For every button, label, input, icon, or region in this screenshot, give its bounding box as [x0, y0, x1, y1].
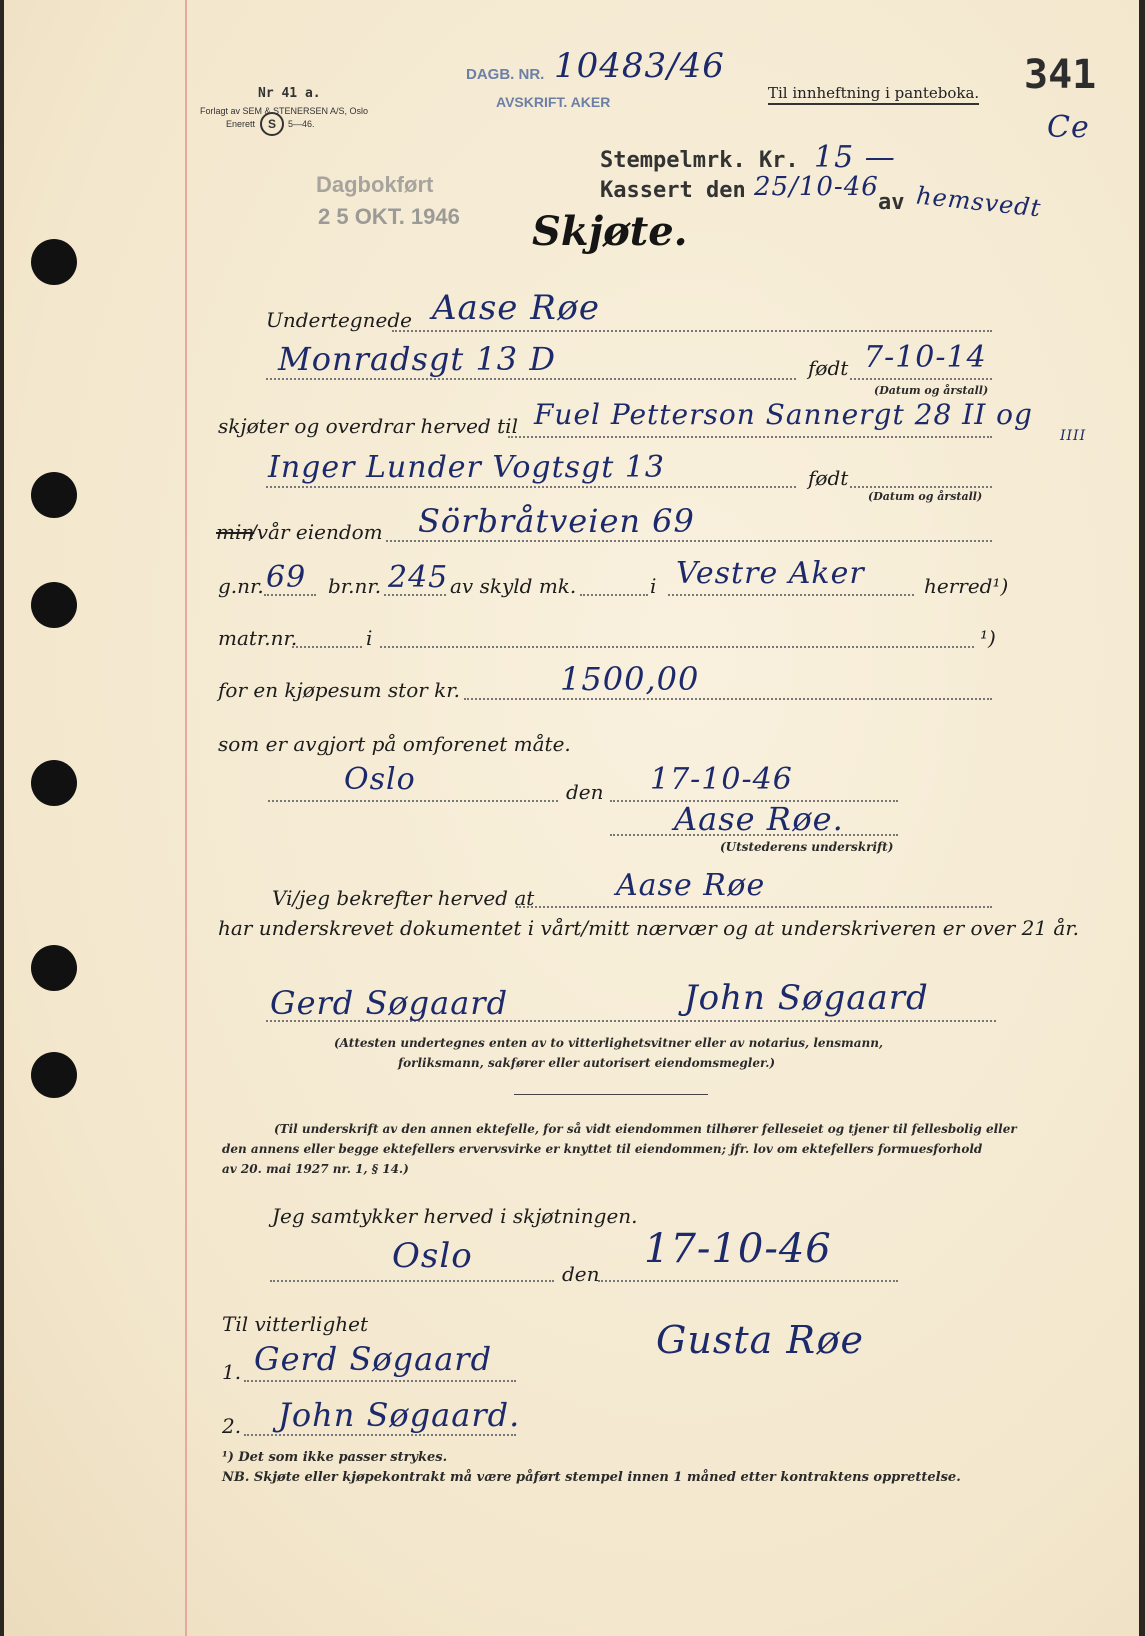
- undertegnede-label: Undertegnede: [266, 308, 412, 332]
- witness-number-1: 1.: [222, 1360, 242, 1384]
- kassert-signature: hemsvedt: [914, 181, 1043, 223]
- attest-statement: har underskrevet dokumentet i vårt/mitt nærvær og at underskriveren er over 21 år.: [218, 916, 1080, 940]
- spouse-witness-2: John Søgaard.: [278, 1396, 521, 1434]
- dotted-line: [508, 436, 992, 438]
- binding-note: Til innheftning i panteboka.: [768, 84, 979, 105]
- dotted-line: [850, 378, 992, 380]
- buyer-tail: IIII: [1060, 428, 1087, 444]
- dotted-line: [380, 646, 974, 648]
- dotted-line: [668, 594, 914, 596]
- stamp-dagbokfort: Dagbokført: [316, 172, 434, 197]
- publisher-rights: Enerett: [226, 119, 256, 129]
- dotted-line: [270, 1280, 554, 1282]
- eiendom-struck: min: [216, 520, 255, 544]
- footnote-1: ¹) Det som ikke passer strykes.: [222, 1450, 448, 1465]
- dotted-line: [850, 486, 992, 488]
- vitterlighet-label: Til vitterlighet: [222, 1312, 369, 1336]
- buyer-name: Fuel Petterson Sannergt 28 II og: [534, 398, 1033, 431]
- buyer-second: Inger Lunder Vogtsgt 13: [268, 450, 666, 485]
- spouse-witness-1: Gerd Søgaard: [254, 1340, 493, 1378]
- matr-close: ¹): [980, 626, 996, 650]
- witness-1-signature: Gerd Søgaard: [270, 984, 509, 1022]
- witness-2-signature: John Søgaard: [684, 978, 929, 1018]
- den1-label: den: [566, 780, 604, 804]
- matr-label: matr.nr.: [218, 626, 298, 650]
- fodt-label: født: [808, 356, 849, 380]
- gnr-value: 69: [266, 560, 307, 595]
- date-1: 17-10-46: [650, 762, 793, 797]
- attest-note-1: (Attesten undertegnes enten av to vitterlighetsvitner eller av notarius, lensmann,: [334, 1036, 884, 1050]
- seller-address: Monradsgt 13 D: [278, 340, 556, 378]
- spouse-note-2: den annens eller begge ektefellers ervervsvirke er knyttet til eiendommen; jfr. lov om ektefellers formuesforhold: [222, 1142, 983, 1156]
- publisher-date: 5—46.: [288, 119, 315, 129]
- dotted-line: [392, 330, 992, 332]
- punch-hole: [31, 472, 77, 518]
- publisher-logo: S: [260, 112, 284, 136]
- dotted-line: [580, 594, 648, 596]
- dotted-line: [292, 646, 362, 648]
- dotted-line: [244, 1434, 516, 1436]
- bekrefter-value: Aase Røe: [616, 868, 766, 903]
- dotted-line: [266, 486, 796, 488]
- seller-birthdate: 7-10-14: [864, 340, 987, 375]
- attest-note-2: forliksmann, sakfører eller autorisert eiendomsmegler.): [398, 1056, 776, 1070]
- spouse-note-3: av 20. mai 1927 nr. 1, § 14.): [222, 1162, 409, 1176]
- dagb-value: 10483/46: [554, 46, 725, 86]
- punch-hole: [31, 582, 77, 628]
- datum-note-2: (Datum og årstall): [868, 490, 983, 503]
- publisher-line: Forlagt av SEM & STENERSEN A/S, Oslo: [200, 106, 369, 116]
- footnote-2: NB. Skjøte eller kjøpekontrakt må være påført stempel innen 1 måned etter kontraktens opprettelse.: [222, 1470, 961, 1485]
- avgjort-text: som er avgjort på omforenet måte.: [218, 732, 571, 756]
- bekrefter-label: Vi/jeg bekrefter herved at: [272, 886, 535, 910]
- document-page: [4, 0, 1139, 1636]
- form-number: Nr 41 a.: [258, 86, 321, 101]
- property-name: Sörbråtveien 69: [418, 502, 695, 540]
- stamp-date: 2 5 OKT. 1946: [318, 204, 460, 229]
- datum-note: (Datum og årstall): [874, 384, 989, 397]
- witness-number-2: 2.: [222, 1414, 242, 1438]
- dotted-line: [598, 1280, 898, 1282]
- stamp-duty-label: Stempelmrk. Kr.: [600, 148, 799, 173]
- document-title: Skjøte.: [532, 208, 688, 255]
- seller-signature: Aase Røe.: [674, 800, 844, 838]
- brnr-value: 245: [388, 560, 449, 595]
- separator: [514, 1094, 708, 1095]
- utsteder-note: (Utstederens underskrift): [720, 840, 894, 854]
- matr-i: i: [366, 626, 373, 650]
- skjoter-label: skjøter og overdrar herved til: [218, 414, 518, 438]
- kjopesum-value: 1500,00: [560, 660, 700, 698]
- gnr-label: g.nr.: [218, 574, 264, 598]
- seller-name: Aase Røe: [432, 288, 601, 328]
- punch-hole: [31, 1052, 77, 1098]
- skyld-label: av skyld mk.: [450, 574, 577, 598]
- place-2: Oslo: [392, 1236, 473, 1276]
- punch-hole: [31, 239, 77, 285]
- place-1: Oslo: [344, 762, 416, 797]
- dotted-line: [266, 378, 796, 380]
- spouse-signature: Gusta Røe: [656, 1318, 865, 1362]
- date-2: 17-10-46: [644, 1226, 832, 1272]
- dotted-line: [244, 1380, 516, 1382]
- dotted-line: [386, 540, 992, 542]
- margin-line: [185, 0, 187, 1636]
- punch-hole: [31, 760, 77, 806]
- kassert-label: Kassert den: [600, 178, 746, 203]
- brnr-label: br.nr.: [328, 574, 382, 598]
- herred-label: herred¹): [924, 574, 1009, 598]
- fodt2-label: født: [808, 466, 849, 490]
- dagb-label: DAGB. NR.: [466, 66, 545, 83]
- kassert-date: 25/10-46: [754, 172, 879, 202]
- dotted-line: [268, 800, 558, 802]
- avskrift-stamp: AVSKRIFT. AKER: [496, 94, 611, 110]
- kassert-av: av: [878, 190, 905, 215]
- stamp-duty-value: 15 —: [814, 140, 896, 175]
- dotted-line: [464, 698, 992, 700]
- corner-initial: Ce: [1047, 110, 1090, 145]
- den2-label: den: [562, 1262, 600, 1286]
- consent-text: Jeg samtykker herved i skjøtningen.: [272, 1204, 638, 1228]
- kjopesum-label: for en kjøpesum stor kr.: [218, 678, 461, 702]
- dotted-line: [516, 906, 992, 908]
- herred-value: Vestre Aker: [676, 556, 865, 591]
- punch-hole: [31, 945, 77, 991]
- i-label: i: [650, 574, 657, 598]
- page-number: 341: [1024, 52, 1097, 98]
- eiendom-label: /vår eiendom: [250, 520, 383, 544]
- spouse-note-1: (Til underskrift av den annen ektefelle, for så vidt eiendommen tilhører felleseiet og tjener til fellesbolig eller: [274, 1122, 1017, 1136]
